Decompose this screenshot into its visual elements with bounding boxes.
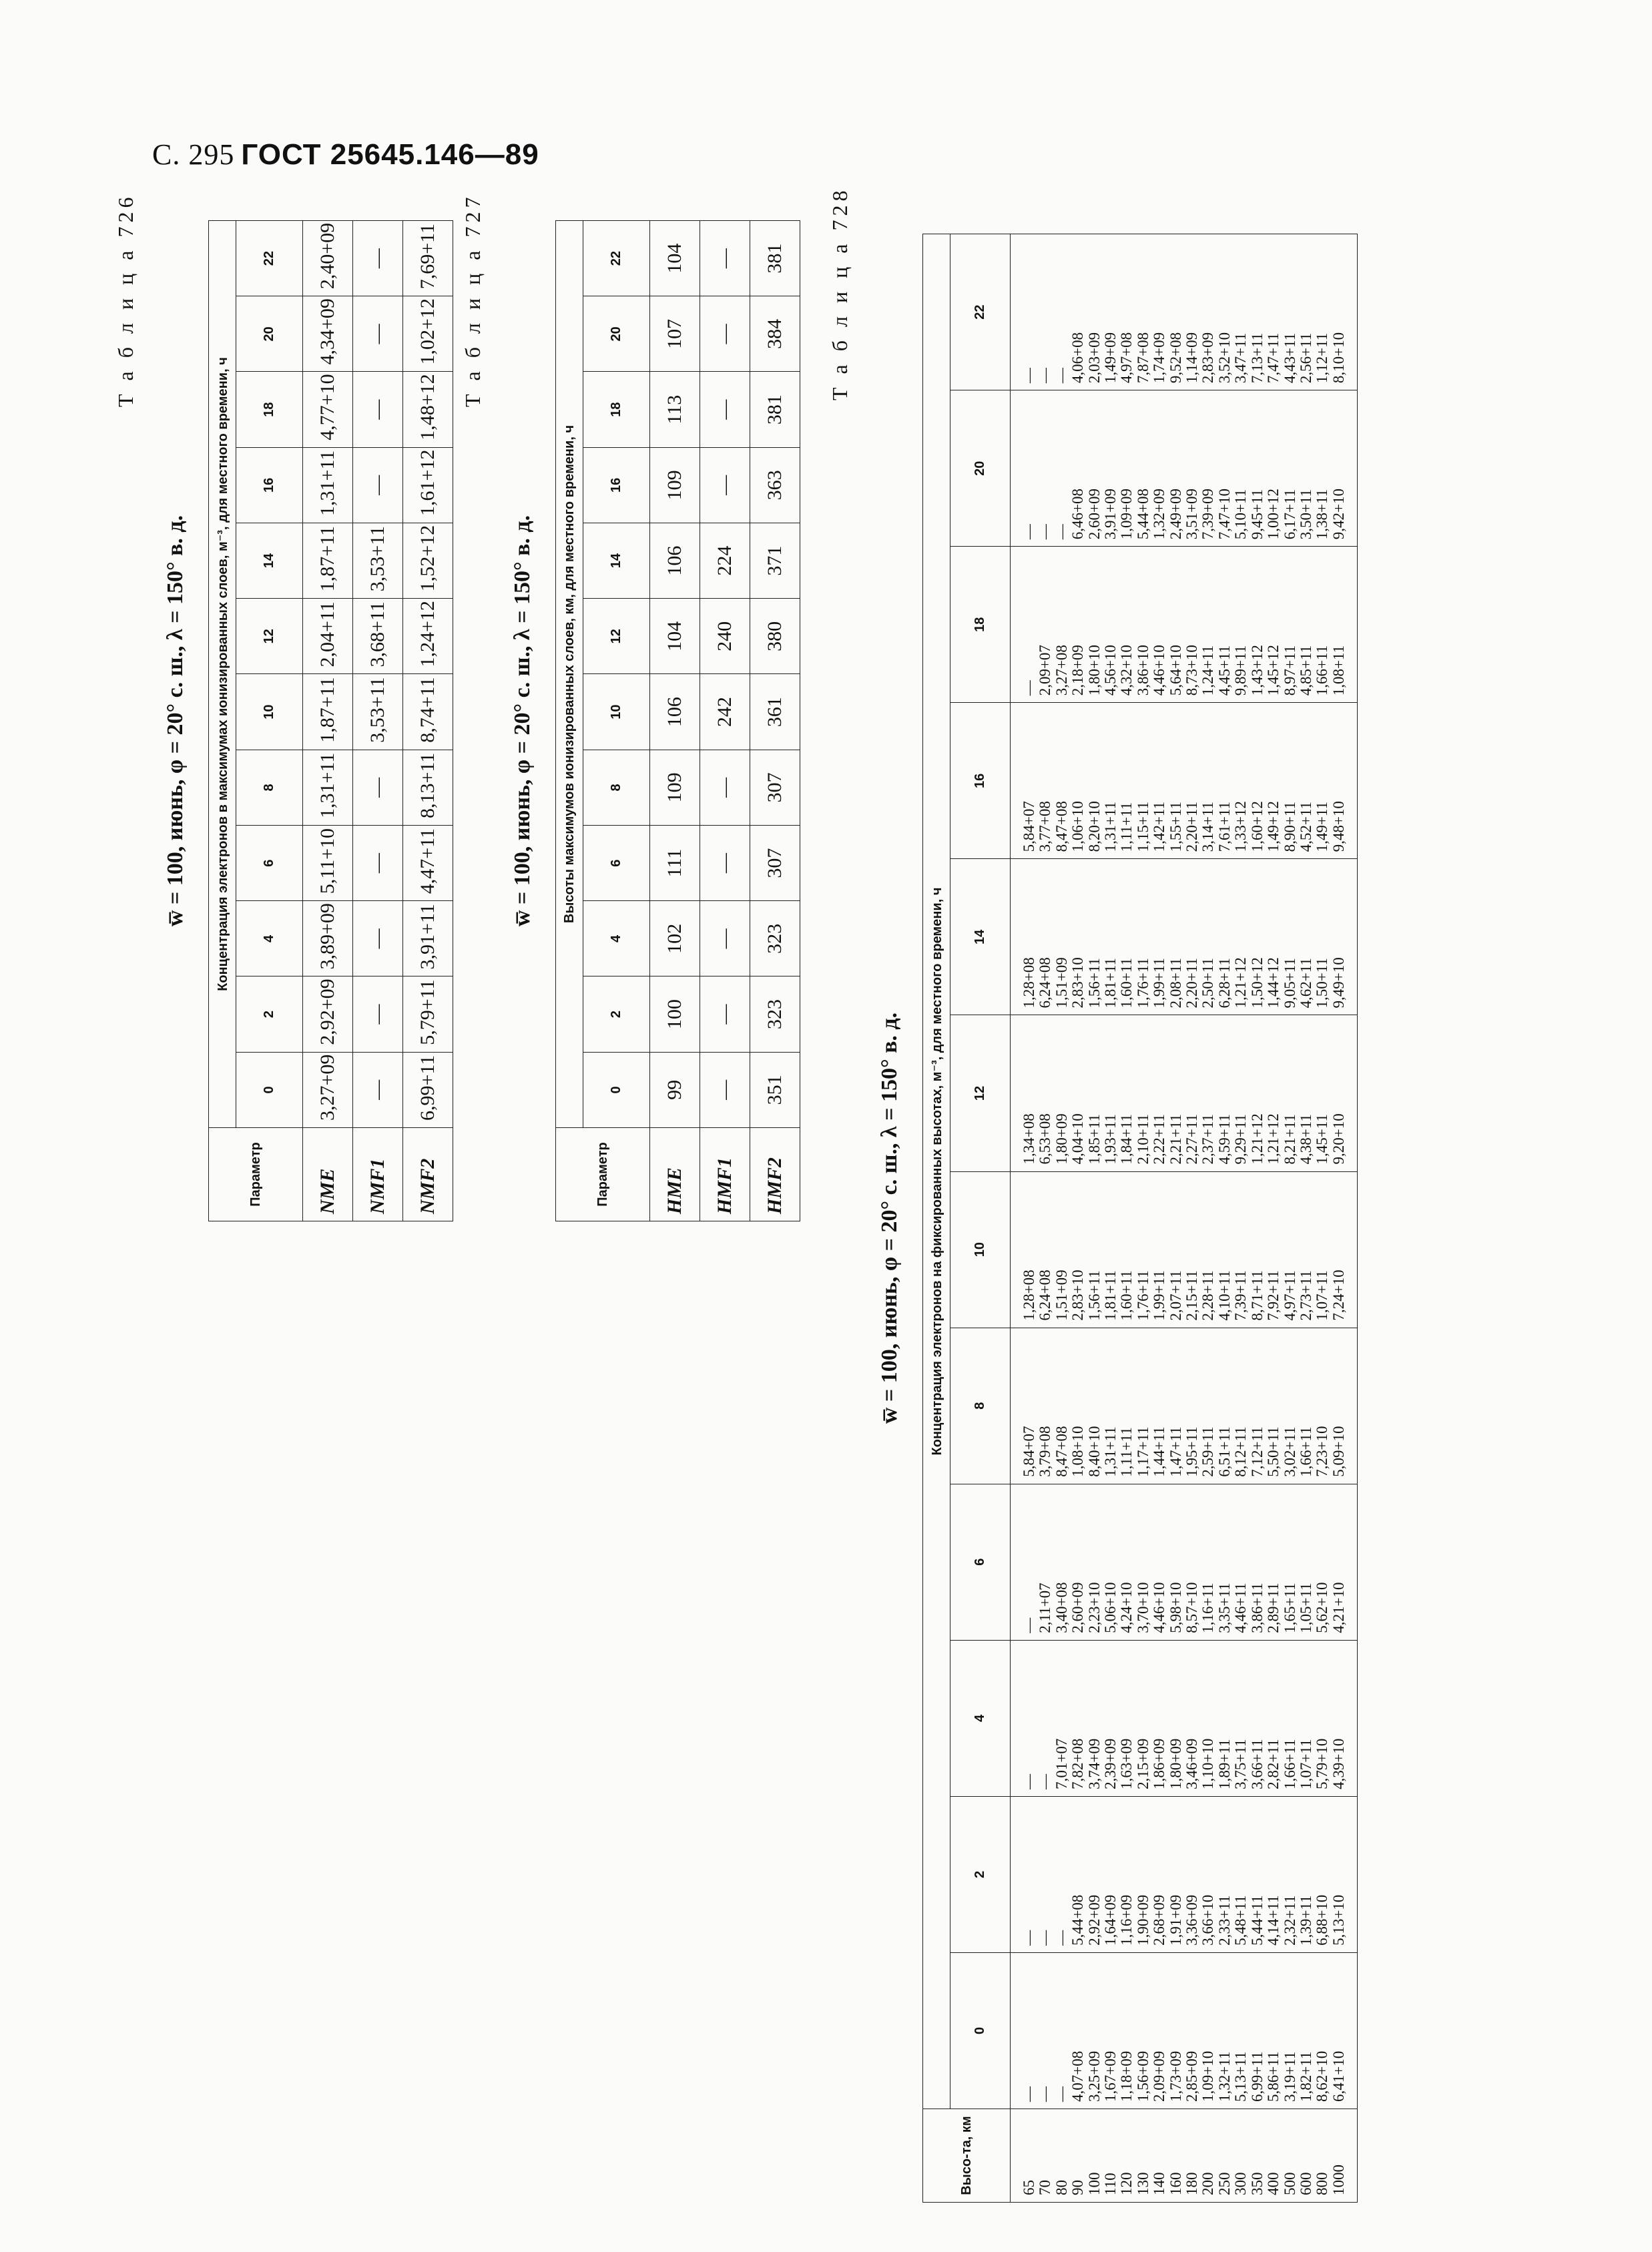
cell: 4,77+10 bbox=[303, 372, 353, 447]
cell: 7,69+11 bbox=[403, 221, 453, 296]
cell: 3,89+09 bbox=[303, 901, 353, 976]
cell: 323 bbox=[750, 976, 800, 1052]
hour-header: 12 bbox=[236, 599, 303, 674]
page-number: С. 295 bbox=[152, 138, 235, 171]
hour-header: 0 bbox=[236, 1052, 303, 1127]
cell: 113 bbox=[650, 372, 700, 447]
table-727-title: w̅ = 100, июнь, φ = 20° с. ш., λ = 150° в. д. bbox=[510, 515, 535, 927]
table-727-caption: Высоты максимумов ионизированных слоев, км, для местного времени, ч bbox=[556, 221, 583, 1128]
param-header: Параметр bbox=[556, 1128, 650, 1221]
cell: 106 bbox=[650, 674, 700, 750]
cell: 104 bbox=[650, 599, 700, 674]
hour-header: 8 bbox=[583, 750, 650, 825]
data-column: 5,84+07 3,77+08 8,47+08 1,06+10 8,20+10 1,31+11 1,11+11 1,15+11 1,42+11 1,55+11 2,20+11 3,14+11 7,61+11 1,33+12 1,60+12 1,49+12 8,90+11 4,52+11 1,49+11 9,48+10 bbox=[1011, 703, 1358, 859]
hour-header: 18 bbox=[236, 372, 303, 447]
cell: — bbox=[353, 296, 403, 372]
cell: 363 bbox=[750, 447, 800, 523]
cell: 323 bbox=[750, 901, 800, 976]
cell: 109 bbox=[650, 750, 700, 825]
param-name: HMF2 bbox=[750, 1128, 800, 1221]
cell: 8,13+11 bbox=[403, 750, 453, 825]
data-column: — — — 4,06+08 2,03+09 1,49+09 4,97+08 7,87+08 1,74+09 9,52+08 1,14+09 2,83+09 3,52+10 3,47+11 7,13+11 7,47+11 4,43+11 2,56+11 1,12+11 8,10+10 bbox=[1011, 234, 1358, 390]
hour-header: 16 bbox=[583, 447, 650, 523]
hour-header: 10 bbox=[236, 674, 303, 750]
cell: — bbox=[353, 901, 403, 976]
table-726-label: Т а б л и ц а 726 bbox=[113, 193, 137, 407]
page-header bbox=[152, 137, 539, 172]
cell: 1,24+12 bbox=[403, 599, 453, 674]
data-column: 5,84+07 3,79+08 8,47+08 1,08+10 8,40+10 1,31+11 1,11+11 1,17+11 1,44+11 1,47+11 1,95+11 2,59+11 6,51+11 8,12+11 7,12+11 5,50+11 3,02+11 1,66+11 7,23+10 5,09+10 bbox=[1011, 1328, 1358, 1484]
cell: 4,47+11 bbox=[403, 826, 453, 901]
param-header: Параметр bbox=[209, 1128, 303, 1221]
hour-header: 10 bbox=[950, 1171, 1011, 1328]
cell: 307 bbox=[750, 826, 800, 901]
cell: 3,68+11 bbox=[353, 599, 403, 674]
cell: — bbox=[353, 221, 403, 296]
cell: 102 bbox=[650, 901, 700, 976]
table-row bbox=[750, 221, 800, 1221]
hour-header: 0 bbox=[583, 1052, 650, 1127]
hour-header: 14 bbox=[583, 523, 650, 599]
table-row bbox=[700, 221, 750, 1221]
hour-header: 2 bbox=[950, 1796, 1011, 1952]
hour-header: 14 bbox=[236, 523, 303, 599]
cell: 1,61+12 bbox=[403, 447, 453, 523]
cell: — bbox=[700, 1052, 750, 1127]
hour-header: 18 bbox=[950, 547, 1011, 703]
hour-header: 2 bbox=[236, 976, 303, 1052]
hour-header: 22 bbox=[236, 221, 303, 296]
hour-header: 8 bbox=[236, 750, 303, 825]
data-column: — 2,11+07 3,40+08 2,60+09 2,23+10 5,06+10 4,24+10 3,70+10 4,46+10 5,98+10 8,57+10 1,16+11 3,35+11 4,46+11 3,86+11 2,89+11 1,65+11 1,05+11 5,62+10 4,21+10 bbox=[1011, 1484, 1358, 1640]
cell: 361 bbox=[750, 674, 800, 750]
data-column: 1,28+08 6,24+08 1,51+09 2,83+10 1,56+11 1,81+11 1,60+11 1,76+11 1,99+11 2,08+11 2,20+11 2,50+11 6,28+11 1,21+12 1,50+12 1,44+12 9,05+11 4,62+11 1,50+11 9,49+10 bbox=[1011, 859, 1358, 1015]
height-header: Высо-та, км bbox=[923, 2109, 1011, 2203]
cell: 1,31+11 bbox=[303, 447, 353, 523]
cell: — bbox=[353, 372, 403, 447]
hour-header: 14 bbox=[950, 859, 1011, 1015]
cell: — bbox=[353, 750, 403, 825]
hour-header: 4 bbox=[236, 901, 303, 976]
table-728-title: w̅ = 100, июнь, φ = 20° с. ш., λ = 150° в. д. bbox=[877, 1012, 902, 1424]
cell: 99 bbox=[650, 1052, 700, 1127]
cell: 2,04+11 bbox=[303, 599, 353, 674]
data-column: 1,28+08 6,24+08 1,51+09 2,83+10 1,56+11 1,81+11 1,60+11 1,76+11 1,99+11 2,07+11 2,15+11 2,28+11 4,10+11 7,39+11 8,71+11 7,92+11 4,97+11 2,73+11 1,07+11 7,24+10 bbox=[1011, 1171, 1358, 1328]
cell: 1,48+12 bbox=[403, 372, 453, 447]
table-row bbox=[353, 221, 403, 1221]
cell: — bbox=[353, 1052, 403, 1127]
cell: 224 bbox=[700, 523, 750, 599]
data-column: — — — 5,44+08 2,92+09 1,64+09 1,16+09 1,90+09 2,68+09 1,91+09 3,36+09 3,66+10 2,33+11 5,48+11 5,44+11 4,14+11 2,32+11 1,39+11 6,88+10 5,13+10 bbox=[1011, 1796, 1358, 1952]
cell: 2,40+09 bbox=[303, 221, 353, 296]
table-726-title: w̅ = 100, июнь, φ = 20° с. ш., λ = 150° в. д. bbox=[163, 515, 188, 927]
hour-header: 2 bbox=[583, 976, 650, 1052]
cell: 307 bbox=[750, 750, 800, 825]
cell: 380 bbox=[750, 599, 800, 674]
cell: 100 bbox=[650, 976, 700, 1052]
table-row bbox=[403, 221, 453, 1221]
hour-header: 6 bbox=[950, 1484, 1011, 1640]
data-column: — — — 4,07+08 3,25+09 1,67+09 1,18+09 1,56+09 2,09+09 1,73+09 2,85+09 1,09+10 1,32+11 5,13+11 6,99+11 5,86+11 3,19+11 1,82+11 8,62+10 6,41+10 bbox=[1011, 1952, 1358, 2108]
cell: 1,31+11 bbox=[303, 750, 353, 825]
cell: 8,74+11 bbox=[403, 674, 453, 750]
cell: 5,11+10 bbox=[303, 826, 353, 901]
hour-header: 20 bbox=[236, 296, 303, 372]
param-name: NMF2 bbox=[403, 1128, 453, 1221]
hour-header: 4 bbox=[583, 901, 650, 976]
hour-header: 4 bbox=[950, 1640, 1011, 1796]
hour-header: 22 bbox=[950, 234, 1011, 390]
cell: — bbox=[700, 826, 750, 901]
cell: — bbox=[700, 296, 750, 372]
hour-header: 20 bbox=[950, 390, 1011, 547]
cell: 240 bbox=[700, 599, 750, 674]
table-row bbox=[1011, 234, 1358, 2203]
table-728-caption: Концентрация электронов на фиксированных высотах, м⁻³, для местного времени, ч bbox=[923, 234, 950, 2109]
table-728-label: Т а б л и ц а 728 bbox=[828, 186, 852, 400]
table-727 bbox=[555, 220, 800, 1221]
cell: 5,79+11 bbox=[403, 976, 453, 1052]
data-column: — — — 6,46+08 2,60+09 3,91+09 1,09+09 5,44+08 1,32+09 2,49+09 3,51+09 7,39+09 7,47+10 5,10+11 9,45+11 1,00+12 6,17+11 3,50+11 1,38+11 9,42+10 bbox=[1011, 390, 1358, 547]
param-name: NMF1 bbox=[353, 1128, 403, 1221]
height-column: 65 70 80 90 100 110 120 130 140 160 180 200 250 300 350 400 500 600 800 1000 bbox=[1011, 2109, 1358, 2203]
cell: 104 bbox=[650, 221, 700, 296]
cell: 106 bbox=[650, 523, 700, 599]
table-727-label: Т а б л и ц а 727 bbox=[461, 193, 485, 407]
cell: 3,53+11 bbox=[353, 523, 403, 599]
cell: — bbox=[700, 901, 750, 976]
hour-header: 20 bbox=[583, 296, 650, 372]
cell: 1,52+12 bbox=[403, 523, 453, 599]
cell: 1,87+11 bbox=[303, 523, 353, 599]
cell: 1,02+12 bbox=[403, 296, 453, 372]
hour-header: 18 bbox=[583, 372, 650, 447]
hour-header: 12 bbox=[950, 1015, 1011, 1171]
cell: — bbox=[353, 826, 403, 901]
cell: 6,99+11 bbox=[403, 1052, 453, 1127]
table-row bbox=[303, 221, 353, 1221]
hour-header: 0 bbox=[950, 1952, 1011, 2108]
cell: 242 bbox=[700, 674, 750, 750]
hour-header: 10 bbox=[583, 674, 650, 750]
cell: — bbox=[700, 221, 750, 296]
hour-header: 6 bbox=[236, 826, 303, 901]
cell: 371 bbox=[750, 523, 800, 599]
hour-header: 16 bbox=[236, 447, 303, 523]
param-name: HME bbox=[650, 1128, 700, 1221]
data-column: — 2,09+07 3,27+08 2,18+09 1,80+10 4,56+10 4,32+10 3,86+10 4,46+10 5,64+10 8,73+10 1,24+11 4,45+11 9,89+11 1,43+12 1,45+12 8,97+11 4,85+11 1,66+11 1,08+11 bbox=[1011, 547, 1358, 703]
table-726 bbox=[208, 220, 453, 1221]
table-726-caption: Концентрация электронов в максимумах ионизированных слоев, м⁻³, для местного времени, ч bbox=[209, 221, 236, 1128]
data-column: — — 7,01+07 7,82+08 3,74+09 2,39+09 1,63+09 2,15+09 1,86+09 1,80+09 3,46+09 1,10+10 1,89+11 3,75+11 3,66+11 2,82+11 1,66+11 1,07+11 5,79+10 4,39+10 bbox=[1011, 1640, 1358, 1796]
data-column: 1,34+08 6,53+08 1,80+09 4,04+10 1,85+11 1,93+11 1,84+11 2,10+11 2,22+11 2,21+11 2,27+11 2,37+11 4,59+11 9,29+11 1,21+12 1,21+12 8,21+11 4,38+11 1,45+11 9,20+10 bbox=[1011, 1015, 1358, 1171]
param-name: HMF1 bbox=[700, 1128, 750, 1221]
hour-header: 16 bbox=[950, 703, 1011, 859]
cell: — bbox=[353, 976, 403, 1052]
hour-header: 22 bbox=[583, 221, 650, 296]
hour-header: 12 bbox=[583, 599, 650, 674]
cell: 4,34+09 bbox=[303, 296, 353, 372]
cell: 3,91+11 bbox=[403, 901, 453, 976]
cell: 381 bbox=[750, 372, 800, 447]
table-row bbox=[650, 221, 700, 1221]
cell: — bbox=[700, 447, 750, 523]
cell: 384 bbox=[750, 296, 800, 372]
cell: 109 bbox=[650, 447, 700, 523]
table-728 bbox=[922, 234, 1358, 2203]
cell: — bbox=[353, 447, 403, 523]
cell: 381 bbox=[750, 221, 800, 296]
cell: 3,27+09 bbox=[303, 1052, 353, 1127]
hour-header: 8 bbox=[950, 1328, 1011, 1484]
cell: 111 bbox=[650, 826, 700, 901]
param-name: NME bbox=[303, 1128, 353, 1221]
cell: — bbox=[700, 976, 750, 1052]
hour-header: 6 bbox=[583, 826, 650, 901]
cell: 1,87+11 bbox=[303, 674, 353, 750]
cell: — bbox=[700, 750, 750, 825]
cell: 351 bbox=[750, 1052, 800, 1127]
cell: 2,92+09 bbox=[303, 976, 353, 1052]
cell: 3,53+11 bbox=[353, 674, 403, 750]
cell: — bbox=[700, 372, 750, 447]
cell: 107 bbox=[650, 296, 700, 372]
standard-code: ГОСТ 25645.146—89 bbox=[241, 138, 539, 171]
